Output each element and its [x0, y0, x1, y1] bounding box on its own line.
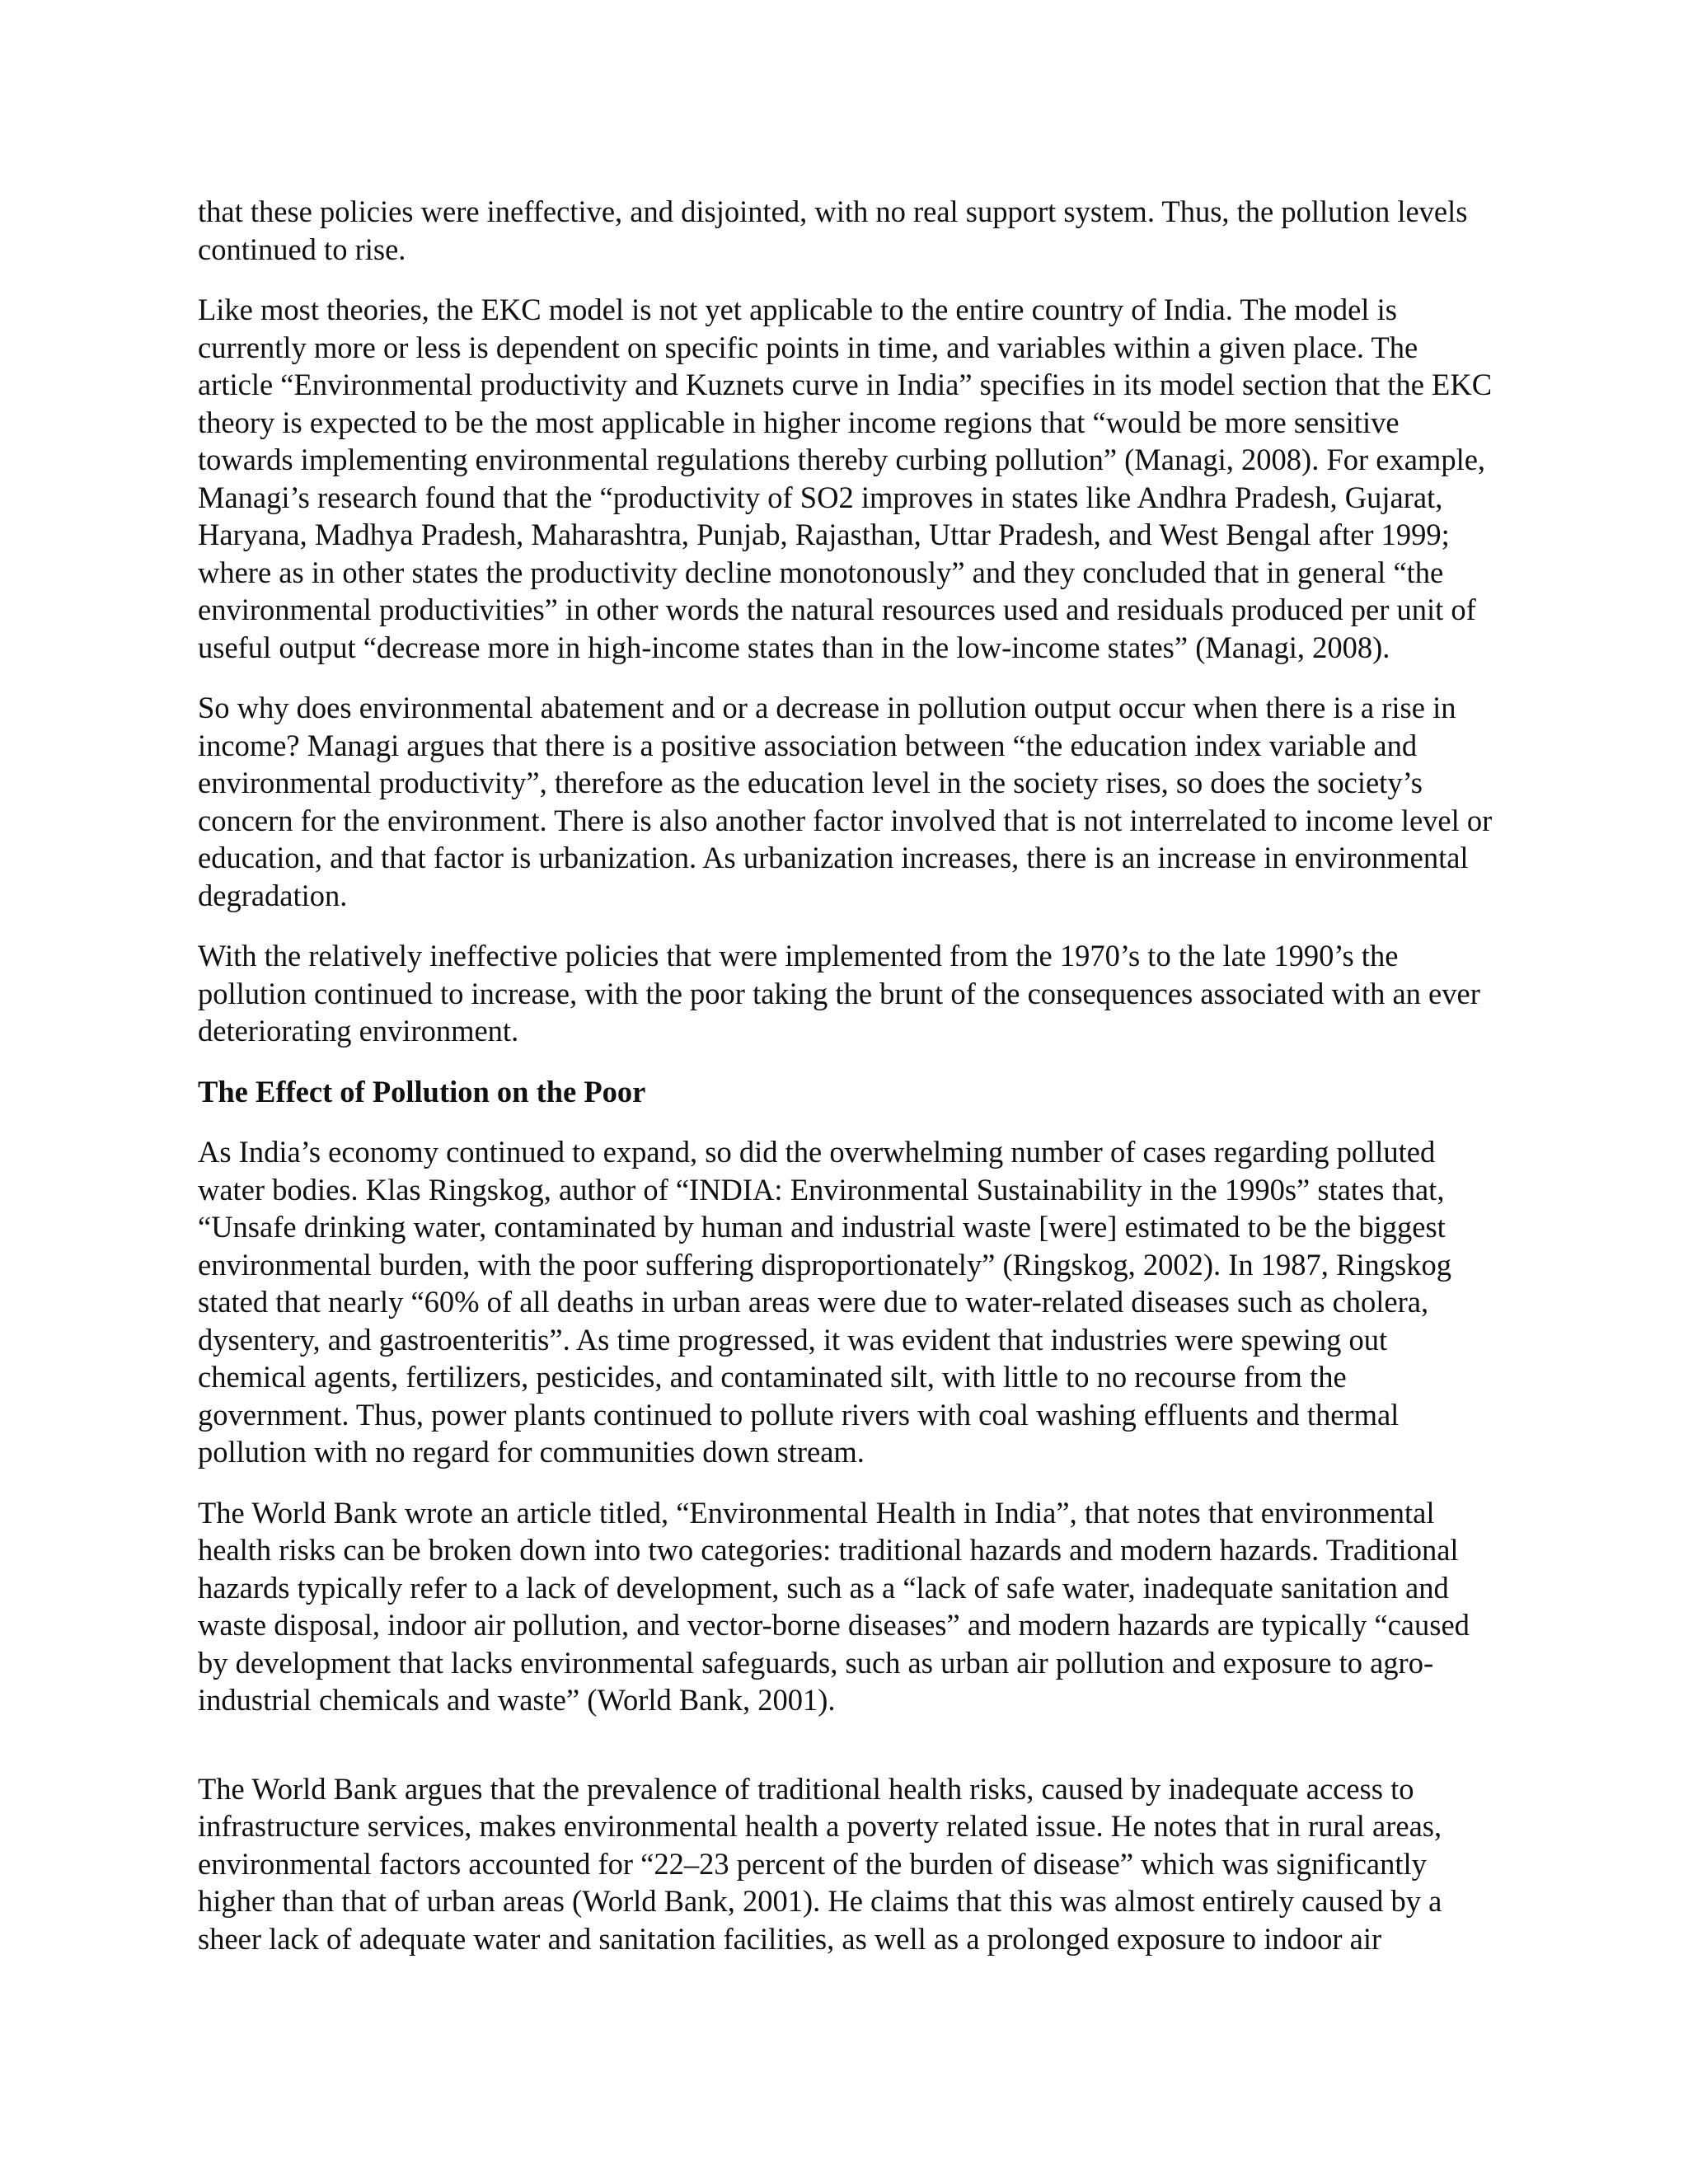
- page-body: [198, 193, 1500, 1980]
- paragraph-environmental-abatement: So why does environmental abatement and or a decrease in pollution output occur when there is a rise in income? Managi argues that there is a positive association between “the education index variable and environmental productivity”, therefore as the education level in the society rises, so does the society’s concern for the environment. There is also another factor involved that is not interrelated to income level or education, and that factor is urbanization. As urbanization increases, there is an increase in environmental degradation.: [198, 691, 1493, 912]
- paragraph-world-bank-argues: The World Bank argues that the prevalence of traditional health risks, caused by inadequate access to infrastructure services, makes environmental health a poverty related issue. He notes that in rural areas, environmental factors accounted for “22–23 percent of the burden of disease” which was significantly higher than that of urban areas (World Bank, 2001). He claims that this was almost entirely caused by a sheer lack of adequate water and sanitation facilities, as well as a prolonged exposure to indoor air: [198, 1771, 1442, 1956]
- paragraph-ekc-model: Like most theories, the EKC model is not yet applicable to the entire country of India. The model is currently more or less is dependent on specific points in time, and variables within a given place. The article “Environmental productivity and Kuznets curve in India” specifies in its model section that the EKC theory is expected to be the most applicable in higher income regions that “would be more sensitive towards implementing environmental regulations thereby curbing pollution” (Managi, 2008). For example, Managi’s research found that the “productivity of SO2 improves in states like Andhra Pradesh, Gujarat, Haryana, Madhya Pradesh, Maharashtra, Punjab, Rajasthan, Uttar Pradesh, and West Bengal after 1999; where as in other states the productivity decline monotonously” and they concluded that in general “the environmental productivities” in other words the natural resources used and residuals produced per unit of useful output “decrease more in high-income states than in the low-income states” (Managi, 2008).: [198, 293, 1493, 664]
- section-heading: The Effect of Pollution on the Poor: [198, 1074, 646, 1108]
- paragraph-india-economy: As India’s economy continued to expand, so did the overwhelming number of cases regarding polluted water bodies. Klas Ringskog, author of “INDIA: Environmental Sustainability in the 1990s” states that, “Unsafe drinking water, contaminated by human and industrial waste [were] estimated to be the biggest environmental burden, with the poor suffering disproportionately” (Ringskog, 2002). In 1987, Ringskog stated that nearly “60% of all deaths in urban areas were due to water-related diseases such as cholera, dysentery, and gastroenteritis”. As time progressed, it was evident that industries were spewing out chemical agents, fertilizers, pesticides, and contaminated silt, with little to no recourse from the government. Thus, power plants continued to pollute rivers with coal washing effluents and thermal pollution with no regard for communities down stream.: [198, 1135, 1451, 1469]
- paragraph-ineffective-policies: With the relatively ineffective policies that were implemented from the 1970’s to the late 1990’s the pollution continued to increase, with the poor taking the brunt of the consequences associated with an ever deteriorating environment.: [198, 939, 1480, 1047]
- paragraph-world-bank-article: The World Bank wrote an article titled, “Environmental Health in India”, that notes that environmental health risks can be broken down into two categories: traditional hazards and modern hazards. Traditional hazards typically refer to a lack of development, such as a “lack of safe water, inadequate sanitation and waste disposal, indoor air pollution, and vector-borne diseases” and modern hazards are typically “caused by development that lacks environmental safeguards, such as urban air pollution and exposure to agro-industrial chemicals and waste” (World Bank, 2001).: [198, 1495, 1470, 1717]
- paragraph-policies-ineffective: that these policies were ineffective, and disjointed, with no real support system. Thus, the pollution levels continued to rise.: [198, 194, 1468, 266]
